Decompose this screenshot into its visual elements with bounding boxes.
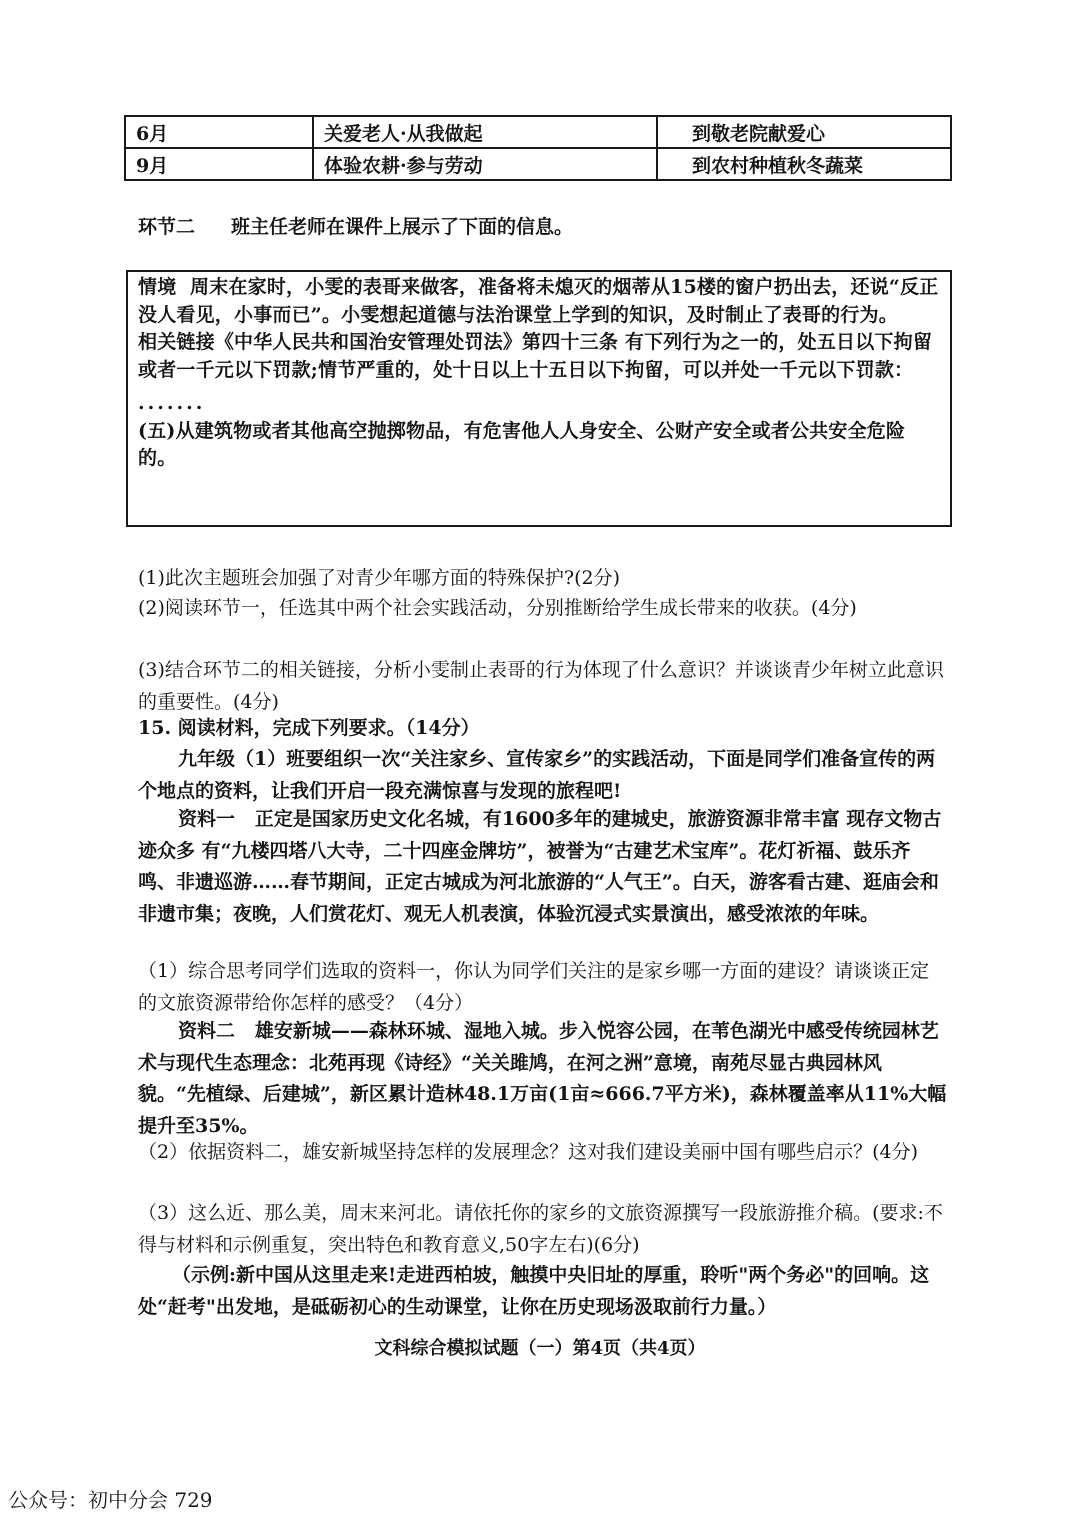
ellipsis: ....... (138, 392, 206, 414)
link-text: 《中华人民共和国治安管理处罚法》第四十三条 有下列行为之一的，处五日以下拘留或者一千元以下罚款;情节严重的，处十日以上十五日以下拘留，可以并处一千元以下罚款： (138, 331, 933, 381)
table-cell-month: 9月 (125, 148, 313, 180)
scenario-text: 周末在家时，小雯的表哥来做客，准备将未熄灭的烟蒂从15楼的窗户扔出去，还说“反正没人看见，小事而已”。小雯想起道德与法治课堂上学到的知识，及时制止了表哥的行为。 (138, 276, 939, 326)
resource-two-label: 资料二 (178, 1020, 236, 1042)
table-cell-activity: 到农村种植秋冬蔬菜 (657, 148, 951, 180)
question-15-3-text: （3）这么近、那么美，周末来河北。请依托你的家乡的文旅资源撰写一段旅游推介稿。(要求:不得与材料和示例重复，突出特色和教育意义,50字左右)(6分) (138, 1202, 943, 1256)
example-paragraph: （示例:新中国从这里走来!走进西柏坡，触摸中央旧址的厚重，聆听"两个务必"的回响。这处“赶考"出发地，是砥砺初心的生动课堂，让你在历史现场汲取前行力量。） (138, 1264, 930, 1318)
section-two-text: 班主任老师在课件上展示了下面的信息。 (231, 216, 574, 238)
question-14-2: (2)阅读环节一，任选其中两个社会实践活动，分别推断给学生成长带来的收获。(4分) (138, 597, 857, 619)
scenario-paragraph (138, 274, 940, 329)
resource-two-text: 雄安新城——森林环城、湿地入城。步入悦容公园，在苇色湖光中感受传统园林艺术与现代生态理念：北苑再现《诗经》“关关雎鸠，在河之洲”意境，南苑尽显古典园林风貌。“先植绿、后建城”，新区累计造林48.1万亩(1亩≈666.7平方米)，森林覆盖率从11%大幅提升至35%。 (138, 1020, 947, 1137)
question-15-heading: 15. 阅读材料，完成下列要求。（14分） (138, 717, 480, 739)
question-14-1: (1)此次主题班会加强了对青少年哪方面的特殊保护?(2分) (138, 567, 621, 589)
resource-one-label: 资料一 (178, 808, 236, 830)
resource-two (138, 1016, 948, 1142)
scenario-box (126, 270, 952, 527)
activity-table (124, 115, 952, 181)
question-14-3: (3)结合环节二的相关链接，分析小雯制止表哥的行为体现了什么意识？并谈谈青少年树立此意识的重要性。(4分) (138, 659, 944, 713)
table-cell-activity: 到敬老院献爱心 (657, 116, 951, 148)
page-footer: 文科综合模拟试题（一）第4页（共4页） (374, 1338, 706, 1359)
q15-intro-text: 九年级（1）班要组织一次“关注家乡、宣传家乡”的实践活动，下面是同学们准备宣传的两个地点的资料，让我们开启一段充满惊喜与发现的旅程吧! (138, 748, 936, 802)
q15-intro (138, 744, 948, 807)
resource-one-text: 正定是国家历史文化名城，有1600多年的建城史，旅游资源非常丰富 现存文物古迹众多 有“九楼四塔八大寺，二十四座金牌坊”，被誉为“古建艺术宝库”。花灯祈福、鼓乐齐鸣、非遗巡游……春节期间，正定古城成为河北旅游的“人气王”。白天，游客看古建、逛庙会和非遗市集；夜晚，人们赏花灯、观无人机表演，体验沉浸式实景演出，感受浓浓的年味。 (138, 808, 942, 925)
resource-one (138, 804, 948, 930)
example-text (138, 1260, 948, 1323)
table-cell-theme: 关爱老人·从我做起 (313, 116, 657, 148)
link-paragraph (138, 329, 940, 384)
link-label: 相关链接 (138, 331, 215, 353)
scenario-label: 情境 (138, 276, 177, 298)
table-cell-month: 6月 (125, 116, 313, 148)
table-row (125, 148, 951, 180)
question-15-1 (138, 956, 948, 1019)
table-cell-theme: 体验农耕·参与劳动 (313, 148, 657, 180)
section-two-label: 环节二 (138, 216, 196, 238)
table-row (125, 116, 951, 148)
watermark: 公众号：初中分会 729 (8, 1488, 213, 1512)
question-15-2 (138, 1137, 948, 1169)
question-15-2-text: （2）依据资料二，雄安新城坚持怎样的发展理念？这对我们建设美丽中国有哪些启示？(4分) (138, 1141, 919, 1163)
question-15-3 (138, 1198, 948, 1261)
question-15-1-text: （1）综合思考同学们选取的资料一，你认为同学们关注的是家乡哪一方面的建设？请谈谈正定的文旅资源带给你怎样的感受？（4分） (138, 960, 930, 1014)
section-two-heading (138, 212, 573, 239)
law-item-five: (五)从建筑物或者其他高空抛掷物品，有危害他人人身安全、公财产安全或者公共安全危险的。 (138, 419, 906, 469)
